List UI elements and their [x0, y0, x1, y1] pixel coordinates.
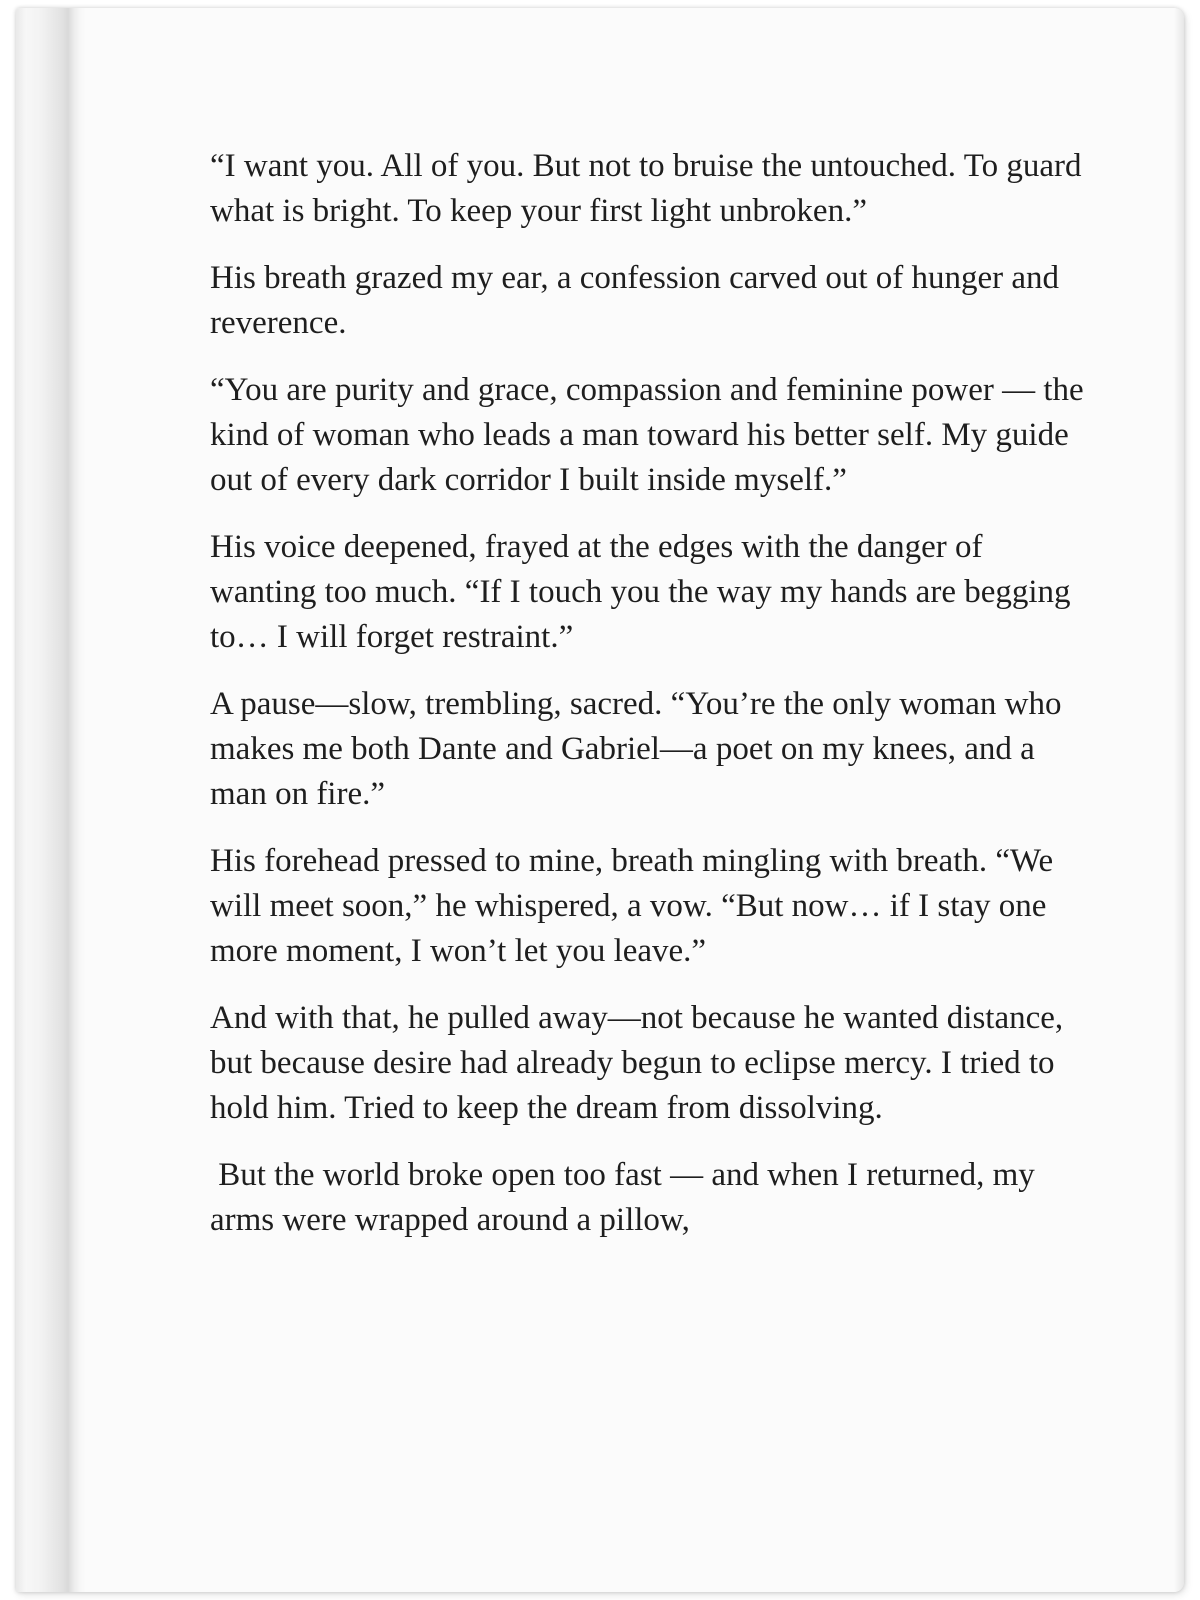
- paragraph: A pause—slow, trembling, sacred. “You’re the only woman who makes me both Dante and Gabriel—a poet on my knees, and a man on fire.”: [210, 686, 1070, 812]
- book-page: [16, 8, 1184, 1592]
- paragraph: And with that, he pulled away—not because he wanted distance, but because desire had already begun to eclipse mercy. I tried to hold him. Tried to keep the dream from dissolving.: [210, 1000, 1072, 1126]
- page-edge: [1174, 8, 1184, 1592]
- paragraph: “You are purity and grace, compassion and feminine power — the kind of woman who leads a man toward his better self. My guide out of every dark corridor I built inside myself.”: [210, 372, 1092, 498]
- paragraph: His voice deepened, frayed at the edges with the danger of wanting too much. “If I touch you the way my hands are begging to… I will forget restraint.”: [210, 529, 1079, 655]
- paragraph: His forehead pressed to mine, breath mingling with breath. “We will meet soon,” he whispered, a vow. “But now… if I stay one more moment, I won’t let you leave.”: [210, 843, 1062, 969]
- paragraph: But the world broke open too fast — and when I returned, my arms were wrapped around a pillow,: [210, 1157, 1044, 1238]
- book-spine: [16, 8, 86, 1592]
- page-text: [210, 144, 1090, 1265]
- paragraph: His breath grazed my ear, a confession carved out of hunger and reverence.: [210, 260, 1068, 341]
- paragraph: “I want you. All of you. But not to bruise the untouched. To guard what is bright. To keep your first light unbroken.”: [210, 148, 1090, 229]
